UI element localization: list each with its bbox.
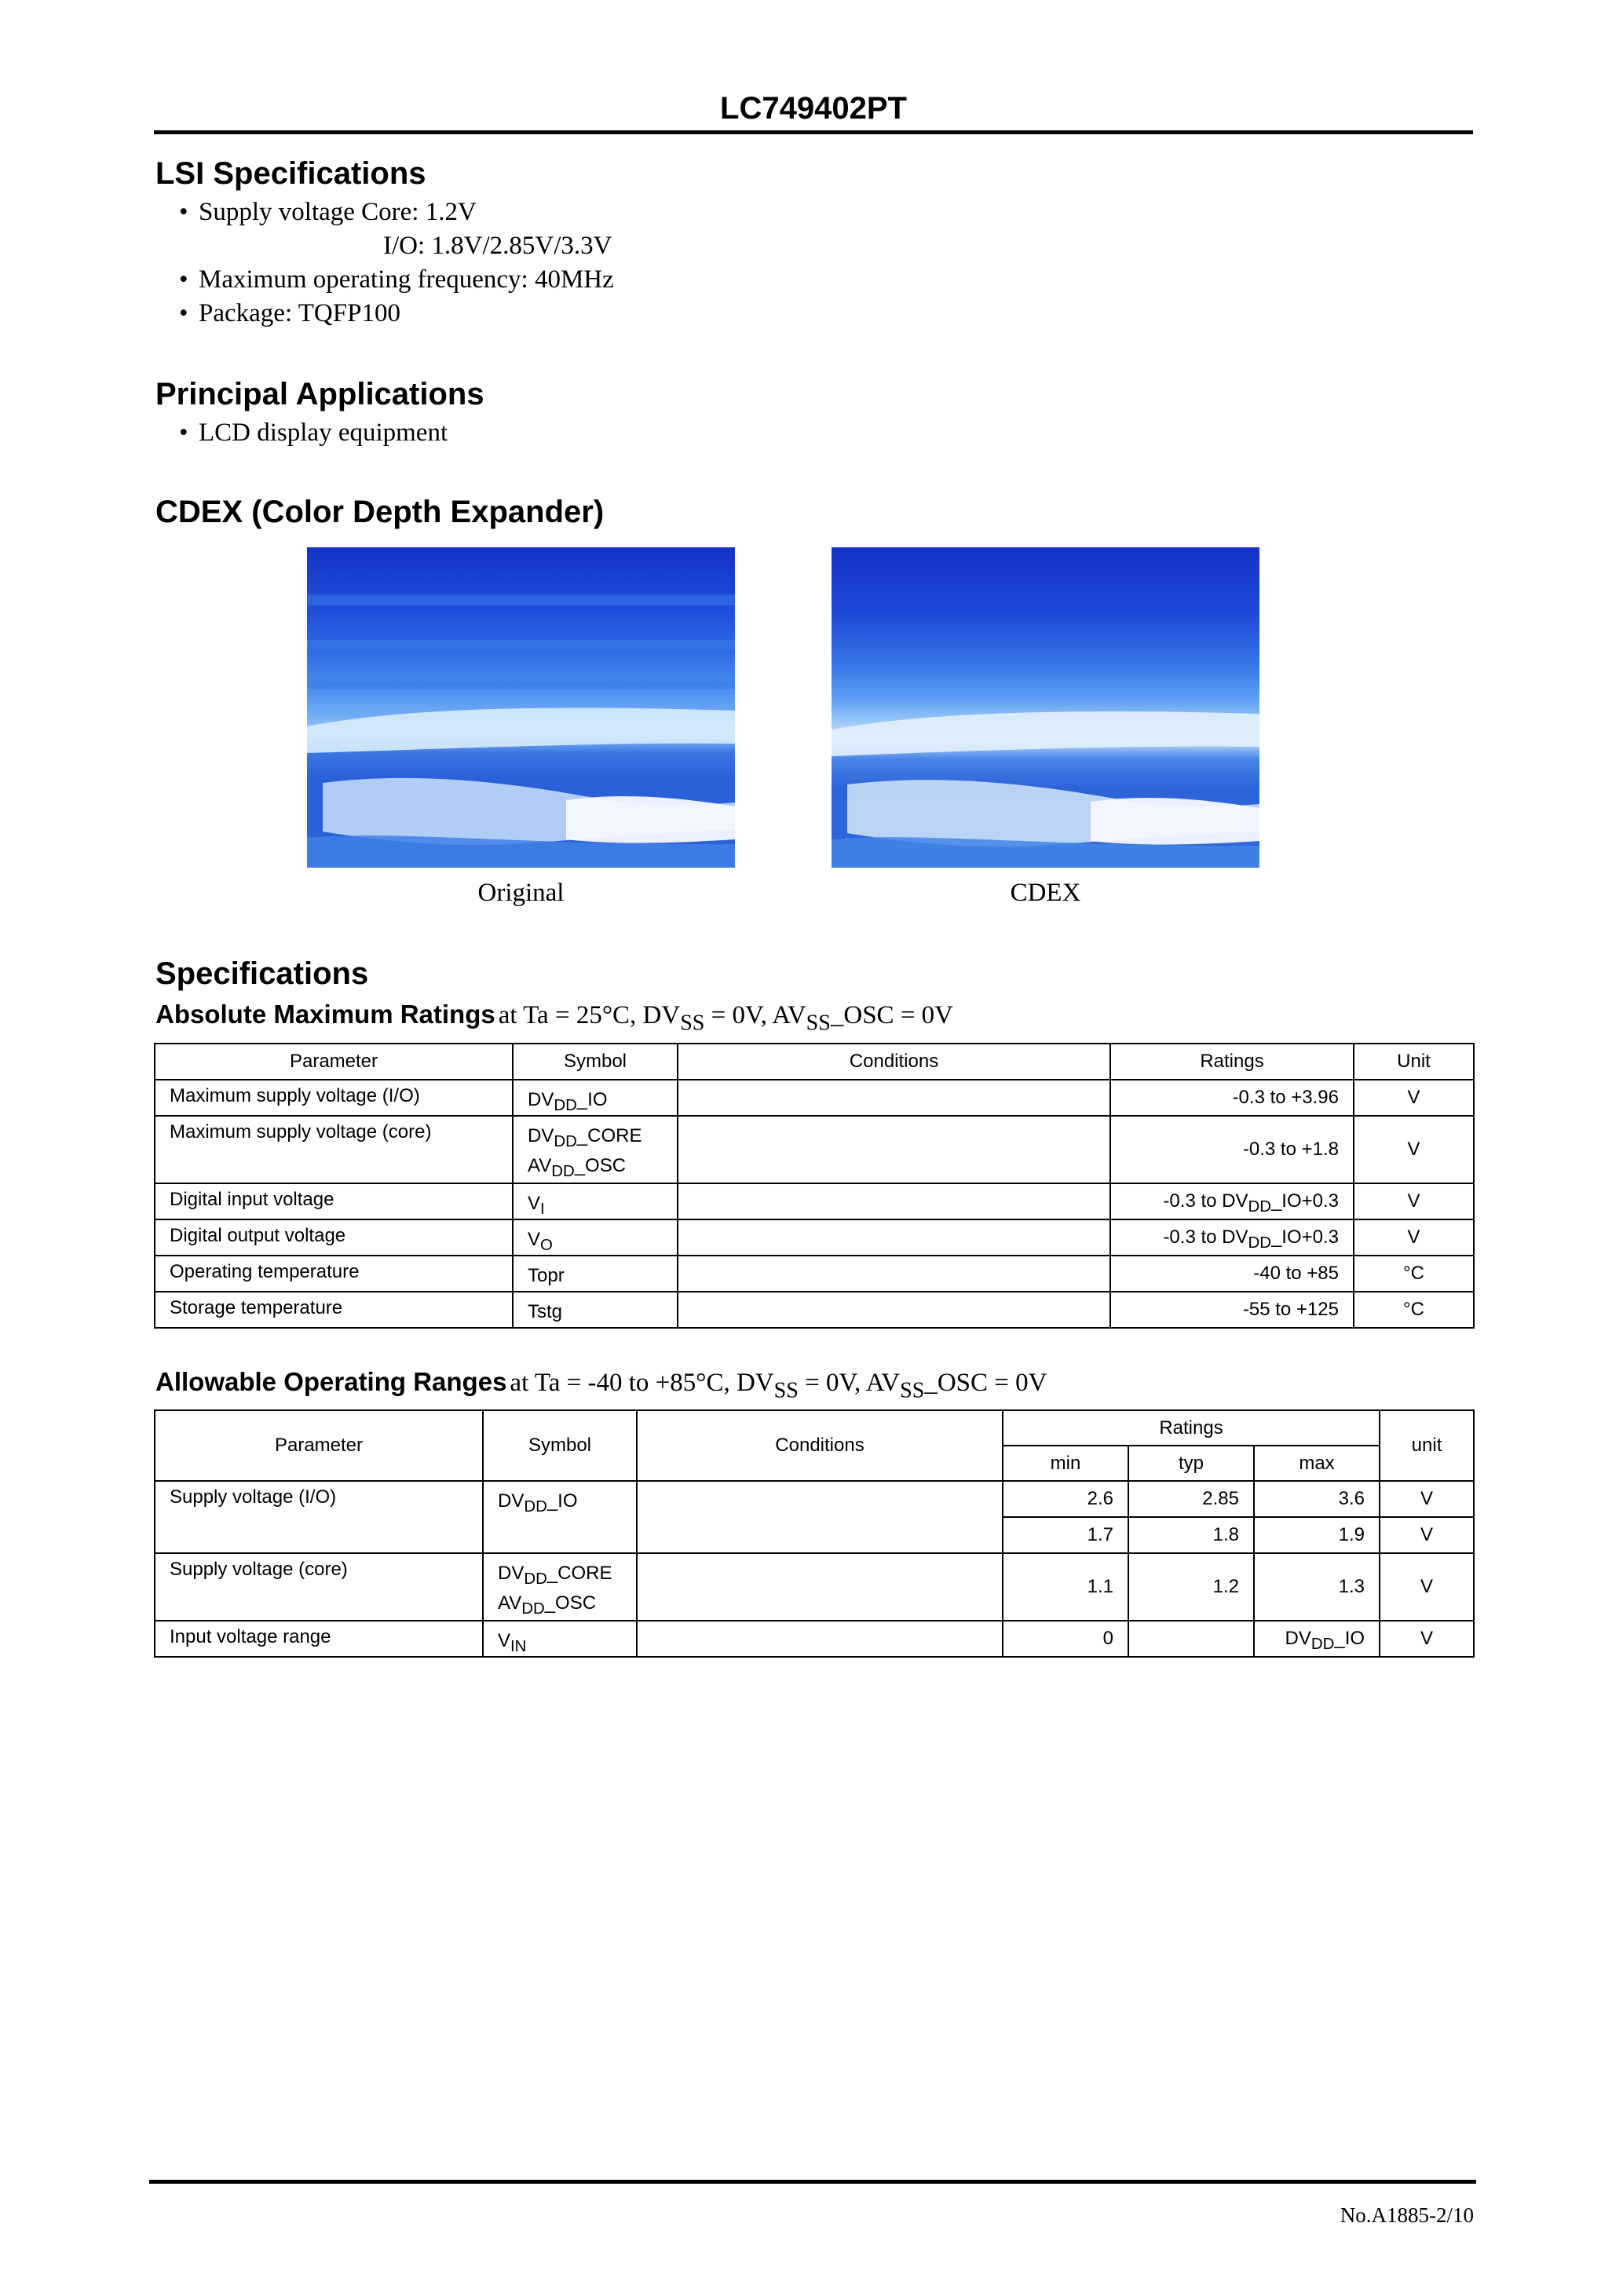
table-row bbox=[155, 1292, 1474, 1328]
table-row bbox=[155, 1183, 1474, 1219]
table-row bbox=[155, 1481, 1474, 1517]
unit-cell: °C bbox=[1354, 1256, 1474, 1292]
cdex-caption: CDEX bbox=[1010, 879, 1081, 907]
symbol-line: $DV_{DD}\_IO$ bbox=[498, 1490, 578, 1516]
rating-max-cell: 3.6 bbox=[1254, 1481, 1380, 1517]
symbol-line: $DV_{DD}\_IO$ bbox=[528, 1089, 608, 1115]
col-header-unit: Unit bbox=[1354, 1044, 1474, 1080]
symbol-cell bbox=[513, 1219, 678, 1256]
lsi-heading: LSI Specifications bbox=[155, 156, 426, 191]
unit-cell: V bbox=[1380, 1517, 1474, 1553]
symbol-line: -0.3 to $DV_{DD}\_IO+0.3$ bbox=[1163, 1227, 1339, 1252]
rating-min-cell: 1.7 bbox=[1003, 1517, 1128, 1553]
rating-typ-cell: 1.8 bbox=[1128, 1517, 1254, 1553]
col-header-parameter: Parameter bbox=[155, 1044, 513, 1080]
symbol-cell bbox=[513, 1080, 678, 1116]
bullet-icon: • bbox=[179, 198, 188, 226]
symbol-line: $V_{IN}$ bbox=[498, 1630, 527, 1656]
symbol-cell bbox=[513, 1256, 678, 1292]
symbol-line: $DV_{DD}\_CORE$ bbox=[498, 1563, 612, 1589]
applications-list bbox=[179, 416, 448, 450]
col-header-max: max bbox=[1254, 1446, 1380, 1481]
rating-min-cell: 0 bbox=[1003, 1621, 1128, 1657]
param-cell: Maximum supply voltage (core) bbox=[155, 1116, 513, 1183]
param-cell: Supply voltage (I/O) bbox=[155, 1481, 483, 1553]
table-row bbox=[155, 1219, 1474, 1256]
op-ranges-title: Allowable Operating Ranges at Ta = -40 to +85°C, $DV_{SS} = 0V$, $AV_{SS}\_OSC = 0V$ bbox=[155, 1367, 1047, 1403]
rating-max-cell: 1.9 bbox=[1254, 1517, 1380, 1553]
symbol-cell bbox=[513, 1183, 678, 1219]
symbol-cell bbox=[513, 1292, 678, 1328]
header-rule bbox=[154, 130, 1473, 134]
param-cell: Operating temperature bbox=[155, 1256, 513, 1292]
table-row bbox=[155, 1553, 1474, 1621]
symbol-line: $AV_{DD}\_OSC$ bbox=[528, 1155, 627, 1181]
list-item: • Supply voltage Core: 1.2V bbox=[179, 196, 614, 229]
page-title: LC749402PT bbox=[720, 91, 907, 126]
symbol-line: $DV_{DD}\_CORE$ bbox=[528, 1125, 642, 1151]
param-cell: Input voltage range bbox=[155, 1621, 483, 1657]
list-item: I/O: 1.8V/2.85V/3.3V bbox=[383, 232, 612, 260]
symbol-line: Topr bbox=[528, 1265, 565, 1286]
col-header-unit: unit bbox=[1380, 1410, 1474, 1481]
rating-min-cell: 2.6 bbox=[1003, 1481, 1128, 1517]
unit-cell: V bbox=[1354, 1080, 1474, 1116]
col-header-conditions: Conditions bbox=[678, 1044, 1110, 1080]
list-item: • Package: TQFP100 bbox=[179, 297, 614, 331]
rating-max-cell: 1.3 bbox=[1254, 1553, 1380, 1621]
table-header-row bbox=[155, 1410, 1474, 1446]
symbol-cell bbox=[483, 1621, 637, 1657]
unit-cell: V bbox=[1380, 1553, 1474, 1621]
table-header-row bbox=[155, 1044, 1474, 1080]
lsi-list bbox=[179, 196, 614, 331]
bullet-icon: • bbox=[179, 265, 188, 294]
col-header-ratings: Ratings bbox=[1110, 1044, 1354, 1080]
bullet-icon: • bbox=[179, 419, 188, 447]
conditions-cell bbox=[637, 1481, 1003, 1553]
list-item: • LCD display equipment bbox=[179, 416, 448, 450]
col-header-min: min bbox=[1003, 1446, 1128, 1481]
symbol-line: $AV_{DD}\_OSC$ bbox=[498, 1592, 597, 1618]
conditions-cell bbox=[678, 1080, 1110, 1116]
bullet-icon: • bbox=[179, 299, 188, 327]
param-cell: Storage temperature bbox=[155, 1292, 513, 1328]
conditions-cell bbox=[678, 1256, 1110, 1292]
param-cell: Digital output voltage bbox=[155, 1219, 513, 1256]
unit-cell: V bbox=[1354, 1183, 1474, 1219]
applications-heading: Principal Applications bbox=[155, 377, 484, 411]
rating-cell bbox=[1110, 1219, 1354, 1256]
param-cell: Digital input voltage bbox=[155, 1183, 513, 1219]
unit-cell: V bbox=[1380, 1481, 1474, 1517]
unit-cell: V bbox=[1354, 1219, 1474, 1256]
param-cell: Supply voltage (core) bbox=[155, 1553, 483, 1621]
rating-cell: -0.3 to +1.8 bbox=[1110, 1116, 1354, 1183]
col-header-parameter: Parameter bbox=[155, 1410, 483, 1481]
symbol-line: Tstg bbox=[528, 1301, 563, 1322]
rating-max-cell bbox=[1254, 1621, 1380, 1657]
rating-cell: -0.3 to +3.96 bbox=[1110, 1080, 1354, 1116]
rating-typ-cell: 2.85 bbox=[1128, 1481, 1254, 1517]
list-item: • Maximum operating frequency: 40MHz bbox=[179, 263, 614, 297]
symbol-line: $V_I$ bbox=[528, 1193, 545, 1219]
symbol-cell bbox=[483, 1481, 637, 1553]
symbol-line: $DV_{DD}\_IO$ bbox=[1285, 1628, 1365, 1654]
param-cell: Maximum supply voltage (I/O) bbox=[155, 1080, 513, 1116]
col-header-ratings: Ratings bbox=[1003, 1410, 1380, 1446]
abs-max-title: Absolute Maximum Ratings at Ta = 25°C, $DV_{SS} = 0V$, $AV_{SS}\_OSC = 0V$ bbox=[155, 1000, 954, 1036]
original-caption: Original bbox=[477, 879, 565, 907]
footer-rule bbox=[149, 2180, 1476, 2184]
col-header-typ: typ bbox=[1128, 1446, 1254, 1481]
symbol-cell bbox=[483, 1553, 637, 1621]
table-row bbox=[155, 1116, 1474, 1183]
rating-cell bbox=[1110, 1183, 1354, 1219]
conditions-cell bbox=[637, 1553, 1003, 1621]
conditions-cell bbox=[678, 1292, 1110, 1328]
col-header-symbol: Symbol bbox=[513, 1044, 678, 1080]
symbol-line: $V_O$ bbox=[528, 1229, 553, 1255]
unit-cell: V bbox=[1354, 1116, 1474, 1183]
rating-cell: -40 to +85 bbox=[1110, 1256, 1354, 1292]
unit-cell: V bbox=[1380, 1621, 1474, 1657]
unit-cell: °C bbox=[1354, 1292, 1474, 1328]
cdex-sky-image bbox=[832, 547, 1259, 868]
rating-min-cell: 1.1 bbox=[1003, 1553, 1128, 1621]
rating-typ-cell: 1.2 bbox=[1128, 1553, 1254, 1621]
col-header-symbol: Symbol bbox=[483, 1410, 637, 1481]
col-header-conditions: Conditions bbox=[637, 1410, 1003, 1481]
cdex-heading: CDEX (Color Depth Expander) bbox=[155, 495, 605, 529]
conditions-cell bbox=[678, 1116, 1110, 1183]
abs-max-table bbox=[154, 1043, 1475, 1329]
table-row bbox=[155, 1621, 1474, 1657]
table-row bbox=[155, 1080, 1474, 1116]
op-ranges-table bbox=[154, 1409, 1475, 1658]
conditions-cell bbox=[678, 1219, 1110, 1256]
symbol-cell bbox=[513, 1116, 678, 1183]
specifications-heading: Specifications bbox=[155, 956, 369, 991]
document-number: No.A1885-2/10 bbox=[1340, 2203, 1474, 2227]
original-sky-image bbox=[307, 547, 735, 868]
rating-typ-cell bbox=[1128, 1621, 1254, 1657]
symbol-line: -0.3 to $DV_{DD}\_IO+0.3$ bbox=[1163, 1190, 1339, 1216]
rating-cell: -55 to +125 bbox=[1110, 1292, 1354, 1328]
conditions-cell bbox=[678, 1183, 1110, 1219]
table-row bbox=[155, 1256, 1474, 1292]
conditions-cell bbox=[637, 1621, 1003, 1657]
